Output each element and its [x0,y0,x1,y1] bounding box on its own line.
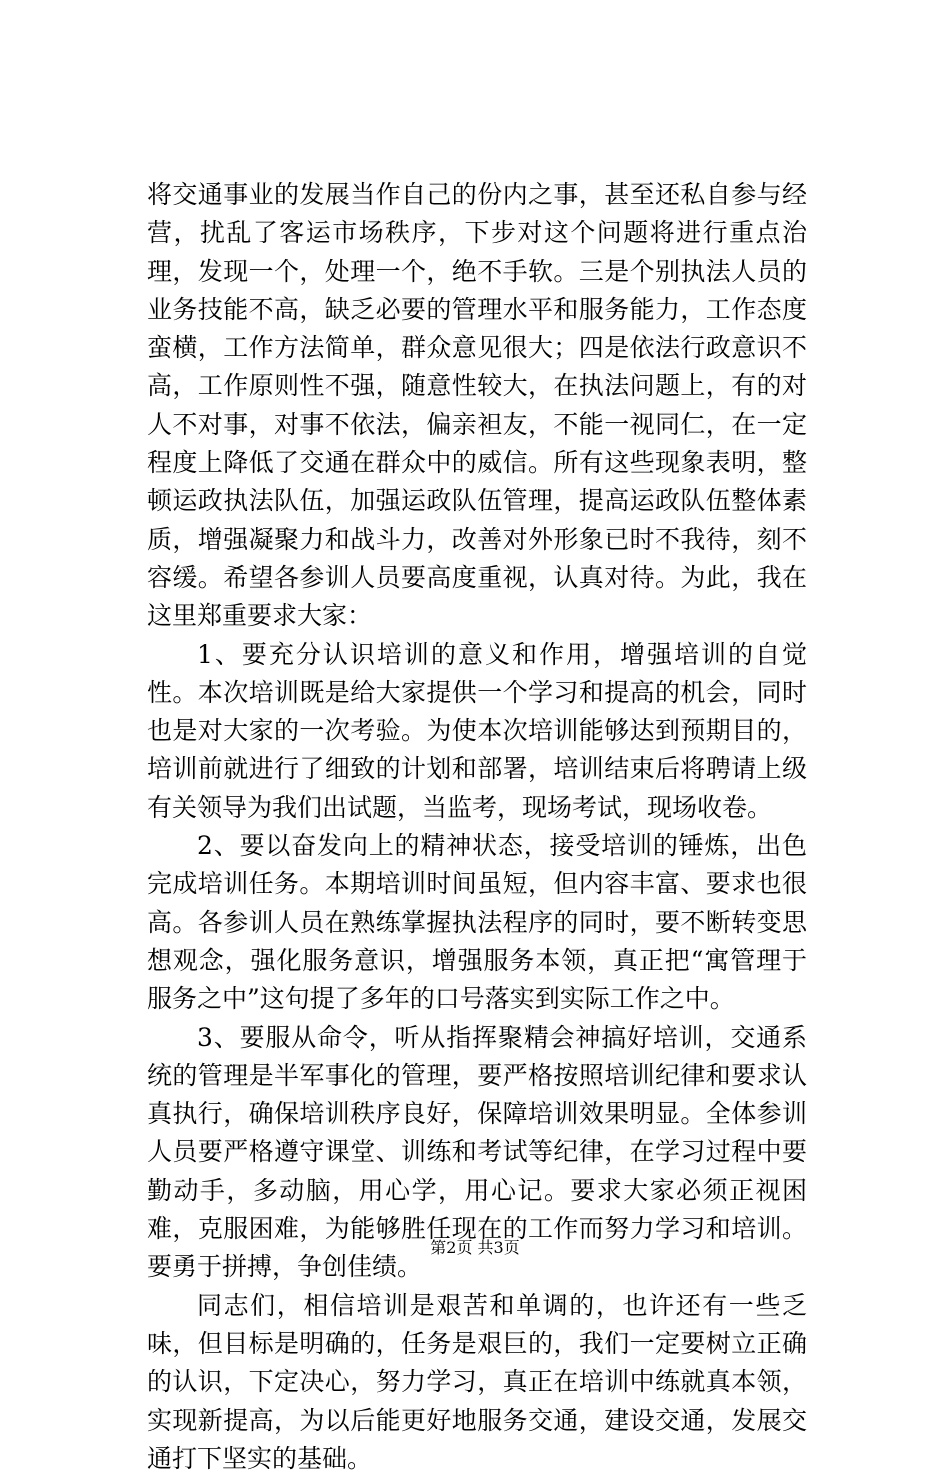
paragraph-item-1: 1、要充分认识培训的意义和作用，增强培训的自觉性。本次培训既是给大家提供一个学习和提高的机会，同时也是对大家的一次考验。为使本次培训能够达到预期目的，培训前就进行了细致的计划和部署，培训结束后将聘请上级有关领导为我们出试题，当监考，现场考试，现场收卷。 [147,639,807,822]
paragraph-item-2: 2、要以奋发向上的精神状态，接受培训的锤炼，出色完成培训任务。本期培训时间虽短，但内容丰富、要求也很高。各参训人员在熟练掌握执法程序的同时，要不断转变思想观念，强化服务意识，增强服务本领，真正把“寓管理于服务之中”这句提了多年的口号落实到实际工作之中。 [147,831,807,1014]
paragraph-continuation: 将交通事业的发展当作自己的份内之事，甚至还私自参与经营，扰乱了客运市场秩序，下步对这个问题将进行重点治理，发现一个，处理一个，绝不手软。三是个别执法人员的业务技能不高，缺乏必要的管理水平和服务能力，工作态度蛮横，工作方法简单，群众意见很大；四是依法行政意识不高，工作原则性不强，随意性较大，在执法问题上，有的对人不对事，对事不依法，偏亲袒友，不能一视同仁，在一定程度上降低了交通在群众中的威信。所有这些现象表明，整顿运政执法队伍，加强运政队伍管理，提高运政队伍整体素质，增强凝聚力和战斗力，改善对外形象已时不我待，刻不容缓。希望各参训人员要高度重视，认真对待。为此，我在这里郑重要求大家： [147,180,807,631]
paragraph-item-3: 3、要服从命令，听从指挥聚精会神搞好培训，交通系统的管理是半军事化的管理，要严格按照培训纪律和要求认真执行，确保培训秩序良好，保障培训效果明显。全体参训人员要严格遵守课堂、训练和考试等纪律，在学习过程中要勤动手，多动脑，用心学，用心记。要求大家必须正视困难，克服困难，为能够胜任现在的工作而努力学习和培训。要勇于拼搏，争创佳绩。 [147,1022,807,1282]
document-body [147,176,807,1478]
page-footer: 第2页 共3页 [430,1238,520,1257]
paragraph-closing: 同志们，相信培训是艰苦和单调的，也许还有一些乏味，但目标是明确的，任务是艰巨的，我们一定要树立正确的认识，下定决心，努力学习，真正在培训中练就真本领，实现新提高，为以后能更好地服务交通，建设交通，发展交通打下坚实的基础。 [147,1290,807,1473]
